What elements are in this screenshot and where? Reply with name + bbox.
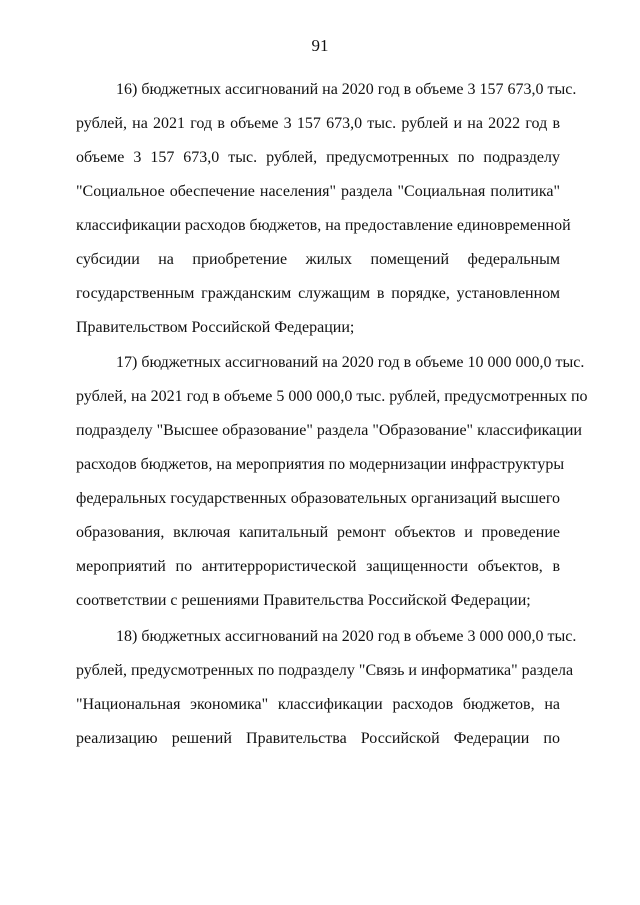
text-line: государственным гражданским служащим в порядке, установленном [76, 285, 560, 302]
text-line: классификации расходов бюджетов, на предоставление единовременной [76, 217, 571, 234]
text-line: Правительством Российской Федерации; [76, 319, 355, 336]
page-number: 91 [311, 36, 329, 55]
text-line: 18) бюджетных ассигнований на 2020 год в объеме 3 000 000,0 тыс. [116, 628, 577, 645]
text-line: 17) бюджетных ассигнований на 2020 год в объеме 10 000 000,0 тыс. [116, 354, 585, 371]
text-line: рублей, на 2021 год в объеме 5 000 000,0 тыс. рублей, предусмотренных по [76, 388, 588, 405]
text-line: субсидии на приобретение жилых помещений федеральным [76, 251, 560, 268]
text-line: 16) бюджетных ассигнований на 2020 год в объеме 3 157 673,0 тыс. [116, 81, 577, 98]
text-line: "Национальная экономика" классификации расходов бюджетов, на [76, 696, 560, 713]
text-line: "Социальное обеспечение населения" раздела "Социальная политика" [76, 183, 560, 200]
text-line: объеме 3 157 673,0 тыс. рублей, предусмотренных по подразделу [76, 149, 560, 166]
text-line: расходов бюджетов, на мероприятия по модернизации инфраструктуры [76, 456, 565, 473]
text-line: рублей, предусмотренных по подразделу "Связь и информатика" раздела [76, 662, 574, 679]
text-line: рублей, на 2021 год в объеме 3 157 673,0 тыс. рублей и на 2022 год в [76, 115, 560, 132]
text-line: образования, включая капитальный ремонт объектов и проведение [76, 524, 560, 541]
text-line: мероприятий по антитеррористической защищенности объектов, в [76, 558, 560, 575]
text-line: соответствии с решениями Правительства Российской Федерации; [76, 592, 531, 609]
text-line: реализацию решений Правительства Российской Федерации по [76, 730, 560, 747]
text-line: федеральных государственных образовательных организаций высшего [76, 490, 560, 507]
text-line: подразделу "Высшее образование" раздела "Образование" классификации [76, 422, 582, 439]
